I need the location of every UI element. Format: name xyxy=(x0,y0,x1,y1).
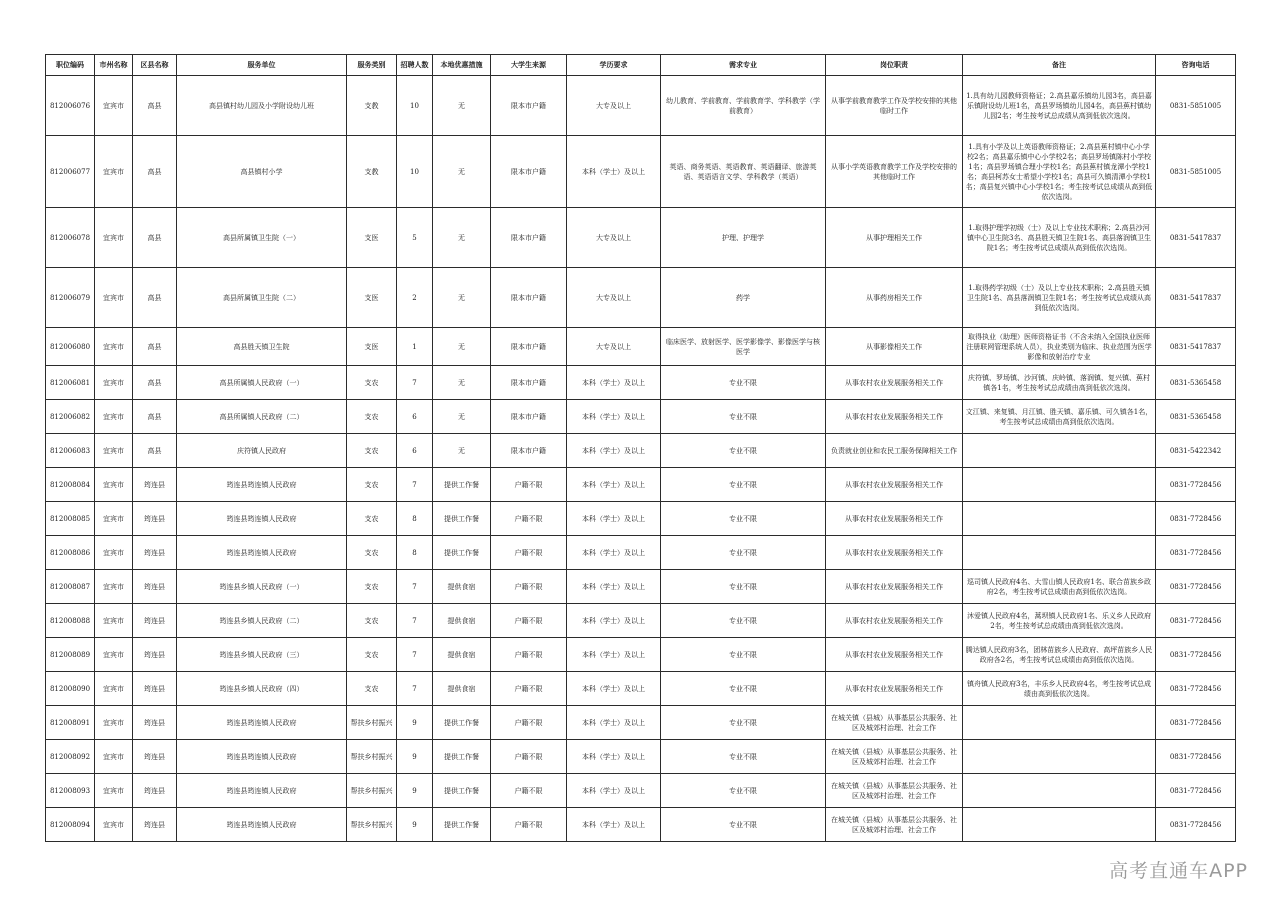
table-row xyxy=(46,672,1236,706)
table-cell: 沐爱镇人民政府4名，蒿坝镇人民政府1名、乐义乡人民政府2名，考生按考试总成绩由高到低依次选岗。 xyxy=(963,604,1156,638)
table-cell: 本科（学士）及以上 xyxy=(567,570,661,604)
column-header: 本地优惠措施 xyxy=(433,55,491,76)
table-cell: 在城关镇（县城）从事基层公共服务、社区及城郊村治理、社会工作 xyxy=(826,740,963,774)
table-cell: 宜宾市 xyxy=(95,434,133,468)
table-cell: 户籍不限 xyxy=(491,468,567,502)
table-cell: 812006076 xyxy=(46,76,95,136)
table-cell: 户籍不限 xyxy=(491,808,567,842)
table-cell: 支农 xyxy=(347,502,397,536)
table-cell: 高县镇村小学 xyxy=(177,136,347,208)
table-cell: 英语、商务英语、英语教育、英语翻译、旅游英语、英语语言文学、学科教学（英语） xyxy=(661,136,826,208)
table-cell: 0831-7728456 xyxy=(1156,808,1236,842)
table-cell: 1.取得药学初级（士）及以上专业技术职称；2.高县胜天镇卫生院1名、高县落润镇卫生院1名；考生按考试总成绩从高到低依次选岗。 xyxy=(963,268,1156,328)
table-cell: 筠连县 xyxy=(133,706,177,740)
job-table xyxy=(45,54,1236,842)
table-cell: 户籍不限 xyxy=(491,502,567,536)
table-cell: 宜宾市 xyxy=(95,706,133,740)
table-cell: 从事农村农业发展服务相关工作 xyxy=(826,366,963,400)
table-cell: 限本市户籍 xyxy=(491,400,567,434)
table-cell: 812006083 xyxy=(46,434,95,468)
column-header: 大学生来源 xyxy=(491,55,567,76)
table-cell: 专业不限 xyxy=(661,774,826,808)
column-header: 咨询电话 xyxy=(1156,55,1236,76)
table-cell: 筠连县乡镇人民政府（二） xyxy=(177,604,347,638)
table-cell: 6 xyxy=(397,400,433,434)
table-row xyxy=(46,808,1236,842)
table-cell: 8 xyxy=(397,502,433,536)
table-cell: 提供工作餐 xyxy=(433,468,491,502)
table-cell xyxy=(963,740,1156,774)
table-cell: 专业不限 xyxy=(661,536,826,570)
table-cell: 本科（学士）及以上 xyxy=(567,400,661,434)
table-row xyxy=(46,76,1236,136)
table-cell: 支农 xyxy=(347,536,397,570)
table-cell: 户籍不限 xyxy=(491,536,567,570)
table-cell: 筠连县 xyxy=(133,808,177,842)
table-cell: 812008092 xyxy=(46,740,95,774)
table-cell: 高县 xyxy=(133,434,177,468)
table-row xyxy=(46,706,1236,740)
table-cell: 负责就业创业和农民工服务保障相关工作 xyxy=(826,434,963,468)
table-cell: 本科（学士）及以上 xyxy=(567,468,661,502)
table-cell: 0831-5422342 xyxy=(1156,434,1236,468)
table-cell: 宜宾市 xyxy=(95,502,133,536)
table-cell: 0831-7728456 xyxy=(1156,740,1236,774)
table-cell: 临床医学、放射医学、医学影像学、影像医学与核医学 xyxy=(661,328,826,366)
column-header: 区县名称 xyxy=(133,55,177,76)
table-cell: 大专及以上 xyxy=(567,208,661,268)
table-cell: 高县 xyxy=(133,400,177,434)
table-cell: 812008086 xyxy=(46,536,95,570)
table-cell: 本科（学士）及以上 xyxy=(567,706,661,740)
table-cell: 高县所属镇卫生院（一） xyxy=(177,208,347,268)
table-cell: 宜宾市 xyxy=(95,76,133,136)
column-header: 备注 xyxy=(963,55,1156,76)
table-cell: 本科（学士）及以上 xyxy=(567,808,661,842)
table-cell: 提供食宿 xyxy=(433,604,491,638)
table-row xyxy=(46,570,1236,604)
table-cell: 无 xyxy=(433,136,491,208)
table-cell: 筠连县筠连镇人民政府 xyxy=(177,808,347,842)
table-cell: 筠连县 xyxy=(133,502,177,536)
table-cell: 0831-5417837 xyxy=(1156,268,1236,328)
table-cell: 宜宾市 xyxy=(95,774,133,808)
table-cell: 高县 xyxy=(133,268,177,328)
table-cell: 筠连县 xyxy=(133,604,177,638)
table-cell: 0831-7728456 xyxy=(1156,604,1236,638)
table-cell: 9 xyxy=(397,808,433,842)
table-cell: 7 xyxy=(397,672,433,706)
table-cell: 幼儿教育、学前教育、学前教育学、学科教学（学前教育） xyxy=(661,76,826,136)
column-header: 职位编码 xyxy=(46,55,95,76)
table-cell: 筠连县乡镇人民政府（四） xyxy=(177,672,347,706)
table-cell: 7 xyxy=(397,604,433,638)
table-cell: 支农 xyxy=(347,434,397,468)
table-row xyxy=(46,400,1236,434)
table-cell: 专业不限 xyxy=(661,434,826,468)
table-row xyxy=(46,328,1236,366)
table-cell: 专业不限 xyxy=(661,808,826,842)
table-cell: 812008087 xyxy=(46,570,95,604)
table-cell: 0831-7728456 xyxy=(1156,706,1236,740)
table-cell: 0831-7728456 xyxy=(1156,638,1236,672)
table-cell: 1.具有小学及以上英语教师资格证；2.高县蕉村镇中心小学校2名；高县嘉乐镇中心小学校2名；高县罗场镇陈村小学校1名；高县罗场镇合理小学校1名；高县蕉村镇龙潭小学校1名；高县柯苏女士希望小学校1名；高县可久镇清潭小学校1名；高县复兴镇中心小学校1名；考生按考试总成绩从高到低依次选岗。 xyxy=(963,136,1156,208)
table-cell: 支农 xyxy=(347,400,397,434)
table-cell: 高县 xyxy=(133,76,177,136)
table-cell: 宜宾市 xyxy=(95,740,133,774)
table-cell: 户籍不限 xyxy=(491,774,567,808)
table-cell: 提供食宿 xyxy=(433,638,491,672)
table-cell: 0831-5365458 xyxy=(1156,366,1236,400)
table-cell: 812008088 xyxy=(46,604,95,638)
column-header: 岗位职责 xyxy=(826,55,963,76)
table-cell: 帮扶乡村振兴 xyxy=(347,740,397,774)
table-cell: 从事农村农业发展服务相关工作 xyxy=(826,604,963,638)
table-cell: 筠连县筠连镇人民政府 xyxy=(177,536,347,570)
table-cell: 2 xyxy=(397,268,433,328)
table-cell: 户籍不限 xyxy=(491,638,567,672)
table-cell: 本科（学士）及以上 xyxy=(567,672,661,706)
table-cell: 提供工作餐 xyxy=(433,774,491,808)
table-header-row xyxy=(46,55,1236,76)
table-cell: 0831-5851005 xyxy=(1156,136,1236,208)
table-cell: 本科（学士）及以上 xyxy=(567,604,661,638)
table-cell: 在城关镇（县城）从事基层公共服务、社区及城郊村治理、社会工作 xyxy=(826,808,963,842)
column-header: 学历要求 xyxy=(567,55,661,76)
table-cell: 限本市户籍 xyxy=(491,434,567,468)
table-cell: 无 xyxy=(433,76,491,136)
table-cell: 取得执业（助理）医师资格证书（不含未纳入全国执业医师注册联网管理系统人员），执业类别为临床、执业范围为医学影像和放射治疗专业 xyxy=(963,328,1156,366)
table-cell: 812008090 xyxy=(46,672,95,706)
table-cell: 护理、护理学 xyxy=(661,208,826,268)
table-cell: 0831-5851005 xyxy=(1156,76,1236,136)
table-row xyxy=(46,366,1236,400)
table-cell: 筠连县乡镇人民政府（一） xyxy=(177,570,347,604)
table-cell: 7 xyxy=(397,638,433,672)
table-cell: 812008089 xyxy=(46,638,95,672)
table-cell: 户籍不限 xyxy=(491,604,567,638)
table-cell: 庆符镇人民政府 xyxy=(177,434,347,468)
table-row xyxy=(46,136,1236,208)
table-cell: 支医 xyxy=(347,328,397,366)
table-cell: 帮扶乡村振兴 xyxy=(347,808,397,842)
table-cell: 筠连县筠连镇人民政府 xyxy=(177,740,347,774)
table-cell: 支医 xyxy=(347,208,397,268)
table-cell: 宜宾市 xyxy=(95,328,133,366)
table-cell: 筠连县乡镇人民政府（三） xyxy=(177,638,347,672)
table-cell: 提供工作餐 xyxy=(433,706,491,740)
table-cell: 限本市户籍 xyxy=(491,136,567,208)
table-cell: 户籍不限 xyxy=(491,672,567,706)
table-cell: 812008084 xyxy=(46,468,95,502)
table-cell: 0831-7728456 xyxy=(1156,570,1236,604)
table-cell: 0831-7728456 xyxy=(1156,468,1236,502)
table-cell: 提供工作餐 xyxy=(433,808,491,842)
table-cell: 高县所属镇人民政府（一） xyxy=(177,366,347,400)
table-cell: 提供工作餐 xyxy=(433,536,491,570)
column-header: 需求专业 xyxy=(661,55,826,76)
table-cell: 宜宾市 xyxy=(95,468,133,502)
table-cell: 宜宾市 xyxy=(95,570,133,604)
table-cell: 限本市户籍 xyxy=(491,76,567,136)
table-cell: 大专及以上 xyxy=(567,76,661,136)
table-cell: 筠连县 xyxy=(133,468,177,502)
table-cell: 户籍不限 xyxy=(491,706,567,740)
table-cell: 筠连县筠连镇人民政府 xyxy=(177,706,347,740)
table-row xyxy=(46,268,1236,328)
table-cell: 从事小学英语教育教学工作及学校安排的其他临时工作 xyxy=(826,136,963,208)
table-cell: 812008094 xyxy=(46,808,95,842)
table-cell: 高县镇村幼儿园及小学附设幼儿班 xyxy=(177,76,347,136)
table-cell: 筠连县 xyxy=(133,740,177,774)
table-cell: 无 xyxy=(433,208,491,268)
table-cell: 专业不限 xyxy=(661,672,826,706)
table-cell xyxy=(963,774,1156,808)
table-cell: 户籍不限 xyxy=(491,740,567,774)
table-cell: 无 xyxy=(433,400,491,434)
table-cell xyxy=(963,536,1156,570)
table-cell: 本科（学士）及以上 xyxy=(567,366,661,400)
table-cell: 10 xyxy=(397,76,433,136)
table-cell: 高县 xyxy=(133,366,177,400)
table-cell: 药学 xyxy=(661,268,826,328)
table-cell: 文江镇、来复镇、月江镇、胜天镇、嘉乐镇、可久镇各1名，考生按考试总成绩由高到低依次选岗。 xyxy=(963,400,1156,434)
table-cell: 0831-7728456 xyxy=(1156,502,1236,536)
table-cell: 筠连县 xyxy=(133,570,177,604)
table-cell: 从事农村农业发展服务相关工作 xyxy=(826,400,963,434)
table-cell: 从事影像相关工作 xyxy=(826,328,963,366)
table-cell: 从事农村农业发展服务相关工作 xyxy=(826,502,963,536)
table-cell: 9 xyxy=(397,740,433,774)
table-cell: 从事农村农业发展服务相关工作 xyxy=(826,638,963,672)
table-cell: 0831-7728456 xyxy=(1156,672,1236,706)
table-row xyxy=(46,468,1236,502)
table-cell: 大专及以上 xyxy=(567,328,661,366)
table-cell: 专业不限 xyxy=(661,638,826,672)
column-header: 招聘人数 xyxy=(397,55,433,76)
table-cell: 支农 xyxy=(347,366,397,400)
table-cell: 1.取得护理学初级（士）及以上专业技术职称；2.高县沙河镇中心卫生院3名、高县胜天镇卫生院1名、高县落润镇卫生院1名；考生按考试总成绩从高到低依次选岗。 xyxy=(963,208,1156,268)
table-cell: 5 xyxy=(397,208,433,268)
table-cell: 0831-5365458 xyxy=(1156,400,1236,434)
table-cell: 812006080 xyxy=(46,328,95,366)
table-cell xyxy=(963,808,1156,842)
table-cell: 宜宾市 xyxy=(95,136,133,208)
table-cell: 支教 xyxy=(347,136,397,208)
table-cell: 专业不限 xyxy=(661,740,826,774)
table-cell: 户籍不限 xyxy=(491,570,567,604)
table-cell: 专业不限 xyxy=(661,468,826,502)
table-cell: 7 xyxy=(397,468,433,502)
table-cell: 限本市户籍 xyxy=(491,208,567,268)
table-cell: 高县胜天镇卫生院 xyxy=(177,328,347,366)
table-row xyxy=(46,434,1236,468)
table-cell: 宜宾市 xyxy=(95,208,133,268)
column-header: 服务单位 xyxy=(177,55,347,76)
table-cell xyxy=(963,434,1156,468)
table-cell: 支医 xyxy=(347,268,397,328)
table-cell: 专业不限 xyxy=(661,706,826,740)
table-cell: 筠连县 xyxy=(133,536,177,570)
table-cell: 本科（学士）及以上 xyxy=(567,536,661,570)
table-cell: 限本市户籍 xyxy=(491,328,567,366)
table-row xyxy=(46,740,1236,774)
table-row xyxy=(46,638,1236,672)
table-cell: 宜宾市 xyxy=(95,400,133,434)
table-cell: 10 xyxy=(397,136,433,208)
table-cell xyxy=(963,468,1156,502)
table-cell: 专业不限 xyxy=(661,366,826,400)
table-cell: 在城关镇（县城）从事基层公共服务、社区及城郊村治理、社会工作 xyxy=(826,774,963,808)
table-cell: 本科（学士）及以上 xyxy=(567,136,661,208)
table-cell: 9 xyxy=(397,774,433,808)
table-cell: 支农 xyxy=(347,672,397,706)
table-cell: 筠连县筠连镇人民政府 xyxy=(177,468,347,502)
table-cell: 支农 xyxy=(347,604,397,638)
table-cell: 从事农村农业发展服务相关工作 xyxy=(826,672,963,706)
table-cell: 宜宾市 xyxy=(95,808,133,842)
watermark: 高考直通车APP xyxy=(1109,860,1248,882)
table-cell: 0831-5417837 xyxy=(1156,328,1236,366)
table-cell: 812006079 xyxy=(46,268,95,328)
table-cell: 0831-7728456 xyxy=(1156,774,1236,808)
table-cell: 从事药房相关工作 xyxy=(826,268,963,328)
table-cell: 筠连县 xyxy=(133,774,177,808)
table-cell: 宜宾市 xyxy=(95,672,133,706)
table-cell: 限本市户籍 xyxy=(491,366,567,400)
table-cell xyxy=(963,502,1156,536)
table-cell: 高县所属镇卫生院（二） xyxy=(177,268,347,328)
table-cell: 1 xyxy=(397,328,433,366)
table-cell: 812008091 xyxy=(46,706,95,740)
table-cell: 从事农村农业发展服务相关工作 xyxy=(826,468,963,502)
table-cell: 支农 xyxy=(347,468,397,502)
table-cell: 0831-5417837 xyxy=(1156,208,1236,268)
table-cell: 筠连县筠连镇人民政府 xyxy=(177,774,347,808)
table-cell: 8 xyxy=(397,536,433,570)
table-cell: 宜宾市 xyxy=(95,604,133,638)
table-cell: 支教 xyxy=(347,76,397,136)
table-cell: 专业不限 xyxy=(661,570,826,604)
table-row xyxy=(46,536,1236,570)
table-cell: 无 xyxy=(433,268,491,328)
column-header: 市州名称 xyxy=(95,55,133,76)
table-cell: 支农 xyxy=(347,570,397,604)
table-cell: 812008093 xyxy=(46,774,95,808)
table-cell: 高县所属镇人民政府（二） xyxy=(177,400,347,434)
table-row xyxy=(46,604,1236,638)
table-row xyxy=(46,208,1236,268)
table-cell: 从事农村农业发展服务相关工作 xyxy=(826,536,963,570)
table-cell: 高县 xyxy=(133,208,177,268)
table-cell: 帮扶乡村振兴 xyxy=(347,774,397,808)
table-cell: 1.具有幼儿园教师资格证；2.高县嘉乐镇幼儿园3名，高县嘉乐镇附设幼儿班1名，高县罗场镇幼儿园4名，高县蕉村镇幼儿园2名；考生按考试总成绩从高到低依次选岗。 xyxy=(963,76,1156,136)
table-cell: 提供食宿 xyxy=(433,672,491,706)
table-cell: 宜宾市 xyxy=(95,536,133,570)
table-cell: 812006082 xyxy=(46,400,95,434)
table-cell: 812008085 xyxy=(46,502,95,536)
table-cell: 从事农村农业发展服务相关工作 xyxy=(826,570,963,604)
table-cell: 在城关镇（县城）从事基层公共服务、社区及城郊村治理、社会工作 xyxy=(826,706,963,740)
table-cell: 专业不限 xyxy=(661,400,826,434)
table-cell xyxy=(963,706,1156,740)
table-row xyxy=(46,774,1236,808)
table-cell: 支农 xyxy=(347,638,397,672)
table-cell: 专业不限 xyxy=(661,604,826,638)
table-cell: 7 xyxy=(397,570,433,604)
column-header: 服务类别 xyxy=(347,55,397,76)
table-cell: 专业不限 xyxy=(661,502,826,536)
table-cell: 庆符镇、罗场镇、沙河镇、庆岭镇、落润镇、复兴镇、蕉村镇各1名，考生按考试总成绩由高到低依次选岗。 xyxy=(963,366,1156,400)
table-cell: 腾达镇人民政府3名，团林苗族乡人民政府、高坪苗族乡人民政府各2名，考生按考试总成绩由高到低依次选岗。 xyxy=(963,638,1156,672)
table-cell: 7 xyxy=(397,366,433,400)
table-cell: 812006081 xyxy=(46,366,95,400)
table-row xyxy=(46,502,1236,536)
table-cell: 筠连县 xyxy=(133,672,177,706)
table-cell: 宜宾市 xyxy=(95,366,133,400)
table-cell: 高县 xyxy=(133,328,177,366)
table-cell: 0831-7728456 xyxy=(1156,536,1236,570)
table-cell: 812006078 xyxy=(46,208,95,268)
table-cell: 本科（学士）及以上 xyxy=(567,434,661,468)
table-cell: 从事护理相关工作 xyxy=(826,208,963,268)
table-cell: 巡司镇人民政府4名、大雪山镇人民政府1名、联合苗族乡政府2名，考生按考试总成绩由高到低依次选岗。 xyxy=(963,570,1156,604)
table-cell: 大专及以上 xyxy=(567,268,661,328)
table-cell: 提供食宿 xyxy=(433,570,491,604)
table-cell: 本科（学士）及以上 xyxy=(567,502,661,536)
table-cell: 无 xyxy=(433,366,491,400)
table-body xyxy=(46,76,1236,842)
table-cell: 筠连县 xyxy=(133,638,177,672)
table-cell: 筠连县筠连镇人民政府 xyxy=(177,502,347,536)
table-cell: 6 xyxy=(397,434,433,468)
table-cell: 无 xyxy=(433,328,491,366)
table-cell: 提供工作餐 xyxy=(433,502,491,536)
table-cell: 无 xyxy=(433,434,491,468)
table-cell: 提供工作餐 xyxy=(433,740,491,774)
table-cell: 宜宾市 xyxy=(95,638,133,672)
table-cell: 帮扶乡村振兴 xyxy=(347,706,397,740)
table-cell: 9 xyxy=(397,706,433,740)
table-cell: 本科（学士）及以上 xyxy=(567,740,661,774)
table-cell: 本科（学士）及以上 xyxy=(567,638,661,672)
table-cell: 从事学前教育教学工作及学校安排的其他临时工作 xyxy=(826,76,963,136)
table-cell: 宜宾市 xyxy=(95,268,133,328)
table-cell: 本科（学士）及以上 xyxy=(567,774,661,808)
table-cell: 812006077 xyxy=(46,136,95,208)
table-cell: 镇舟镇人民政府3名，丰乐乡人民政府4名，考生按考试总成绩由高到低依次选岗。 xyxy=(963,672,1156,706)
table-cell: 高县 xyxy=(133,136,177,208)
table-cell: 限本市户籍 xyxy=(491,268,567,328)
